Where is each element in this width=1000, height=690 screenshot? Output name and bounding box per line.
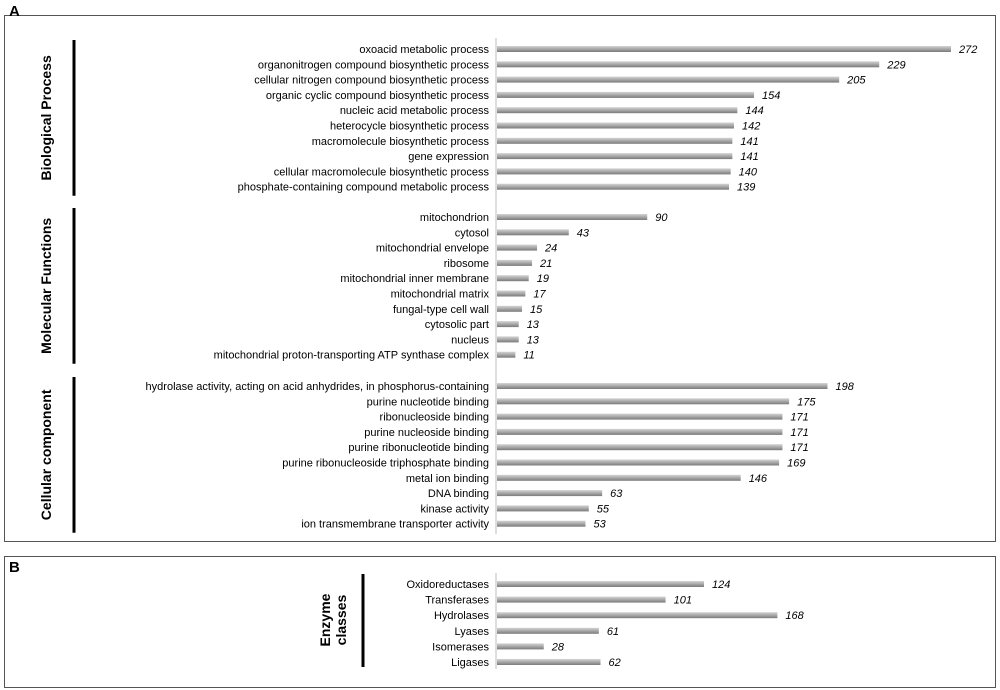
category-label: metal ion binding <box>405 472 489 485</box>
value-label: 43 <box>576 227 590 240</box>
value-label: 90 <box>655 212 668 224</box>
category-label: kinase activity <box>420 503 489 516</box>
category-label: mitochondrial proton-transporting ATP synthase complex <box>213 349 489 362</box>
panel-b <box>4 556 996 688</box>
category-label: purine ribonucleoside triphosphate binding <box>282 457 489 470</box>
category-label: Hydrolases <box>433 610 489 623</box>
bar-hydrolase-activity-acting-on-acid-anhydrides-in-phosphorus-containing <box>497 383 827 389</box>
value-label: 141 <box>740 151 759 164</box>
category-label: mitochondrial envelope <box>375 242 489 255</box>
value-label: 171 <box>790 411 809 424</box>
bar-ligases <box>497 659 600 665</box>
value-label: 205 <box>847 74 866 87</box>
value-label: 140 <box>738 166 758 179</box>
bar-cytosolic-part <box>497 321 519 327</box>
value-label: 62 <box>608 657 621 669</box>
chart-panel-b <box>5 557 995 687</box>
bar-organonitrogen-compound-biosynthetic-process <box>497 61 879 67</box>
value-label: 53 <box>593 518 606 531</box>
category-label: mitochondrial inner membrane <box>340 273 489 286</box>
category-label: cytosolic part <box>424 319 489 332</box>
bar-ribosome <box>497 260 532 266</box>
category-label: heterocycle biosynthetic process <box>330 120 489 133</box>
bar-cellular-macromolecule-biosynthetic-process <box>497 168 731 174</box>
value-label: 139 <box>737 181 756 194</box>
category-label: cellular macromolecule biosynthetic process <box>273 166 489 179</box>
category-label: macromolecule biosynthetic process <box>311 135 489 148</box>
group-label-line-1: classes <box>333 594 349 646</box>
bar-hydrolases <box>497 612 777 618</box>
value-label: 171 <box>790 426 809 439</box>
value-label: 17 <box>533 288 546 301</box>
category-label: mitochondrion <box>419 212 489 224</box>
value-label: 142 <box>742 120 761 133</box>
value-label: 168 <box>785 610 804 623</box>
category-label: mitochondrial matrix <box>390 288 489 301</box>
value-label: 13 <box>526 334 539 347</box>
category-label: ribonucleoside binding <box>379 411 489 424</box>
value-label: 24 <box>545 242 558 255</box>
bar-purine-nucleotide-binding <box>497 398 789 404</box>
value-label: 229 <box>887 59 906 72</box>
category-label: Isomerases <box>432 641 489 654</box>
category-label: Lyases <box>454 625 489 638</box>
value-label: 198 <box>835 381 854 393</box>
category-label: Transferases <box>425 594 489 607</box>
value-label: 11 <box>523 349 535 362</box>
bar-mitochondrial-envelope <box>497 245 537 251</box>
category-label: Oxidoreductases <box>406 579 489 591</box>
bar-ion-transmembrane-transporter-activity <box>497 521 585 527</box>
value-label: 61 <box>606 625 620 638</box>
bar-cytosol <box>497 229 569 235</box>
category-label: organonitrogen compound biosynthetic process <box>257 59 489 72</box>
bar-ribonucleoside-binding <box>497 414 782 420</box>
category-label: ribosome <box>443 257 489 270</box>
value-label: 13 <box>526 319 539 332</box>
category-label: nucleic acid metabolic process <box>339 105 489 118</box>
bar-gene-expression <box>497 153 732 159</box>
bar-organic-cyclic-compound-biosynthetic-process <box>497 92 754 98</box>
category-label: fungal-type cell wall <box>393 303 489 316</box>
value-label: 146 <box>748 472 768 485</box>
bar-nucleic-acid-metabolic-process <box>497 107 737 113</box>
bar-purine-ribonucleoside-triphosphate-binding <box>497 460 779 466</box>
bar-oxoacid-metabolic-process <box>497 46 951 52</box>
category-label: cytosol <box>454 227 489 240</box>
group-label-line-0: Enzyme <box>317 593 333 647</box>
group-label-biological-process: Biological Process <box>38 55 54 181</box>
bar-metal-ion-binding <box>497 475 741 481</box>
bar-heterocycle-biosynthetic-process <box>497 123 734 129</box>
category-label: cellular nitrogen compound biosynthetic process <box>254 74 489 87</box>
category-label: DNA binding <box>427 488 489 501</box>
value-label: 63 <box>610 488 623 501</box>
category-label: phosphate-containing compound metabolic process <box>237 181 489 194</box>
value-label: 171 <box>790 442 809 455</box>
value-label: 21 <box>540 257 553 270</box>
bar-dna-binding <box>497 490 602 496</box>
chart-panel-a <box>5 16 995 541</box>
bar-mitochondrial-proton-transporting-atp-synthase-complex <box>497 352 515 358</box>
bar-mitochondrial-matrix <box>497 291 525 297</box>
bar-cellular-nitrogen-compound-biosynthetic-process <box>497 77 839 83</box>
category-label: purine nucleotide binding <box>366 396 489 409</box>
category-label: purine nucleoside binding <box>364 426 489 439</box>
bar-fungal-type-cell-wall <box>497 306 522 312</box>
value-label: 28 <box>551 641 564 654</box>
value-label: 175 <box>797 396 816 409</box>
category-label: purine ribonucleotide binding <box>348 442 489 455</box>
bar-purine-ribonucleotide-binding <box>497 444 782 450</box>
bar-kinase-activity <box>497 505 589 511</box>
value-label: 169 <box>787 457 806 470</box>
value-label: 272 <box>959 44 978 56</box>
category-label: nucleus <box>451 334 489 347</box>
category-label: gene expression <box>408 151 489 164</box>
category-label: Ligases <box>451 657 489 669</box>
category-label: hydrolase activity, acting on acid anhydrides, in phosphorus-containing <box>145 381 489 393</box>
group-label-molecular-functions: Molecular Functions <box>38 217 54 354</box>
bar-macromolecule-biosynthetic-process <box>497 138 732 144</box>
panel-a <box>4 3 996 542</box>
category-label: ion transmembrane transporter activity <box>301 518 489 531</box>
value-label: 55 <box>596 503 610 516</box>
value-label: 19 <box>536 273 549 286</box>
bar-phosphate-containing-compound-metabolic-process <box>497 184 729 190</box>
value-label: 141 <box>740 135 759 148</box>
value-label: 101 <box>673 594 692 607</box>
value-label: 144 <box>745 105 764 118</box>
bar-nucleus <box>497 336 519 342</box>
group-label-cellular-component: Cellular component <box>38 389 54 521</box>
bar-lyases <box>497 628 599 634</box>
bar-transferases <box>497 597 666 603</box>
category-label: organic cyclic compound biosynthetic process <box>265 89 489 102</box>
category-label: oxoacid metabolic process <box>359 44 489 56</box>
bar-mitochondrial-inner-membrane <box>497 275 529 281</box>
panel-a-label: A <box>9 3 20 20</box>
panel-b-label: B <box>9 559 20 576</box>
bar-mitochondrion <box>497 214 647 220</box>
bar-purine-nucleoside-binding <box>497 429 782 435</box>
bar-oxidoreductases <box>497 581 704 587</box>
value-label: 15 <box>530 303 543 316</box>
value-label: 154 <box>762 89 781 102</box>
value-label: 124 <box>711 579 731 591</box>
bar-isomerases <box>497 643 544 649</box>
